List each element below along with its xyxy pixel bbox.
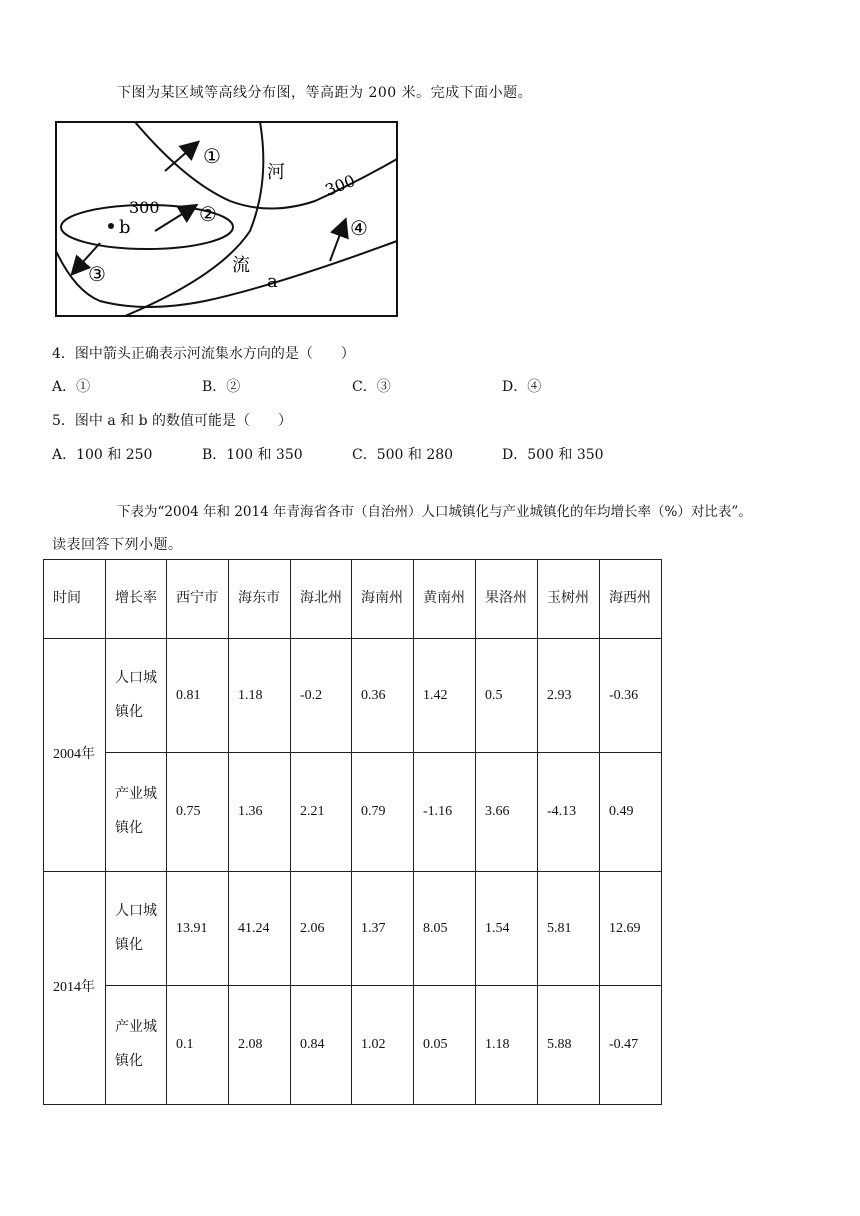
arrow-3-label: ③ xyxy=(88,262,106,286)
value-cell: 0.36 xyxy=(352,639,414,753)
value-cell: 0.79 xyxy=(352,753,414,872)
value-cell: 1.42 xyxy=(414,639,476,753)
type-cell: 人口城镇化 xyxy=(106,872,167,986)
section2-intro-line2: 读表回答下列小题。 xyxy=(52,537,183,553)
table-header-row xyxy=(44,560,662,639)
value-cell: 2.08 xyxy=(229,986,291,1105)
q5-stem: 5．图中 a 和 b 的数值可能是（ ） xyxy=(52,413,293,429)
header-time: 时间 xyxy=(44,560,106,639)
table-row xyxy=(44,986,662,1105)
header-yushu: 玉树州 xyxy=(538,560,600,639)
year-cell: 2014年 xyxy=(44,872,106,1105)
value-cell: 1.02 xyxy=(352,986,414,1105)
river-label-2: 流 xyxy=(232,255,250,276)
header-hainan: 海南州 xyxy=(352,560,414,639)
contour-label-300-upper: 300 xyxy=(322,170,358,200)
table-row xyxy=(44,753,662,872)
contour-a xyxy=(56,241,397,307)
q4-option-c[interactable]: C．③ xyxy=(352,379,391,395)
value-cell: 0.84 xyxy=(291,986,352,1105)
arrow-2-label: ② xyxy=(199,202,217,226)
value-cell: 0.05 xyxy=(414,986,476,1105)
value-cell: -4.13 xyxy=(538,753,600,872)
value-cell: 41.24 xyxy=(229,872,291,986)
value-cell: 2.06 xyxy=(291,872,352,986)
arrow-2 xyxy=(155,206,195,231)
arrow-4-label: ④ xyxy=(350,216,368,240)
value-cell: 0.1 xyxy=(167,986,229,1105)
table-row xyxy=(44,872,662,986)
point-b-dot xyxy=(108,223,114,229)
header-guoluo: 果洛州 xyxy=(476,560,538,639)
value-cell: 1.36 xyxy=(229,753,291,872)
value-cell: 3.66 xyxy=(476,753,538,872)
contour-map xyxy=(55,121,400,319)
value-cell: 1.18 xyxy=(229,639,291,753)
type-cell: 产业城镇化 xyxy=(106,986,167,1105)
river-line xyxy=(125,122,263,316)
value-cell: -0.36 xyxy=(600,639,662,753)
contour-label-300-closed: 300 xyxy=(129,198,160,217)
arrow-1 xyxy=(165,143,197,171)
value-cell: 0.81 xyxy=(167,639,229,753)
arrow-4 xyxy=(330,221,345,261)
value-cell: -0.2 xyxy=(291,639,352,753)
urbanization-table xyxy=(43,559,662,1105)
header-haidong: 海东市 xyxy=(229,560,291,639)
section1-intro: 下图为某区域等高线分布图，等高距为 200 米。完成下面小题。 xyxy=(117,85,533,101)
value-cell: 5.81 xyxy=(538,872,600,986)
river-label-1: 河 xyxy=(267,162,285,183)
value-cell: 2.93 xyxy=(538,639,600,753)
type-cell: 人口城镇化 xyxy=(106,639,167,753)
header-rate: 增长率 xyxy=(106,560,167,639)
point-b-label: b xyxy=(119,217,131,238)
q4-option-a[interactable]: A．① xyxy=(52,379,91,395)
value-cell: 0.49 xyxy=(600,753,662,872)
q4-option-b[interactable]: B．② xyxy=(202,379,241,395)
q4-stem: 4．图中箭头正确表示河流集水方向的是（ ） xyxy=(52,346,355,362)
table-row xyxy=(44,639,662,753)
type-cell: 产业城镇化 xyxy=(106,753,167,872)
value-cell: -1.16 xyxy=(414,753,476,872)
value-cell: 2.21 xyxy=(291,753,352,872)
header-xining: 西宁市 xyxy=(167,560,229,639)
value-cell: 1.54 xyxy=(476,872,538,986)
value-cell: 8.05 xyxy=(414,872,476,986)
arrow-1-label: ① xyxy=(203,144,221,168)
contour-300-upper xyxy=(135,122,397,209)
q4-option-d[interactable]: D．④ xyxy=(502,379,542,395)
header-haibei: 海北州 xyxy=(291,560,352,639)
q5-option-b[interactable]: B．100 和 350 xyxy=(202,447,303,463)
value-cell: 1.37 xyxy=(352,872,414,986)
line-a-label: a xyxy=(267,271,278,292)
value-cell: 1.18 xyxy=(476,986,538,1105)
value-cell: 0.75 xyxy=(167,753,229,872)
section2-intro-line1: 下表为“2004 年和 2014 年青海省各市（自治州）人口城镇化与产业城镇化的年均增长率（%）对比表”。 xyxy=(117,504,752,520)
value-cell: 12.69 xyxy=(600,872,662,986)
q5-option-a[interactable]: A．100 和 250 xyxy=(52,447,153,463)
value-cell: 13.91 xyxy=(167,872,229,986)
value-cell: -0.47 xyxy=(600,986,662,1105)
value-cell: 0.5 xyxy=(476,639,538,753)
header-huangnan: 黄南州 xyxy=(414,560,476,639)
q5-option-c[interactable]: C．500 和 280 xyxy=(352,447,454,463)
year-cell: 2004年 xyxy=(44,639,106,872)
value-cell: 5.88 xyxy=(538,986,600,1105)
q5-option-d[interactable]: D．500 和 350 xyxy=(502,447,604,463)
header-haixi: 海西州 xyxy=(600,560,662,639)
